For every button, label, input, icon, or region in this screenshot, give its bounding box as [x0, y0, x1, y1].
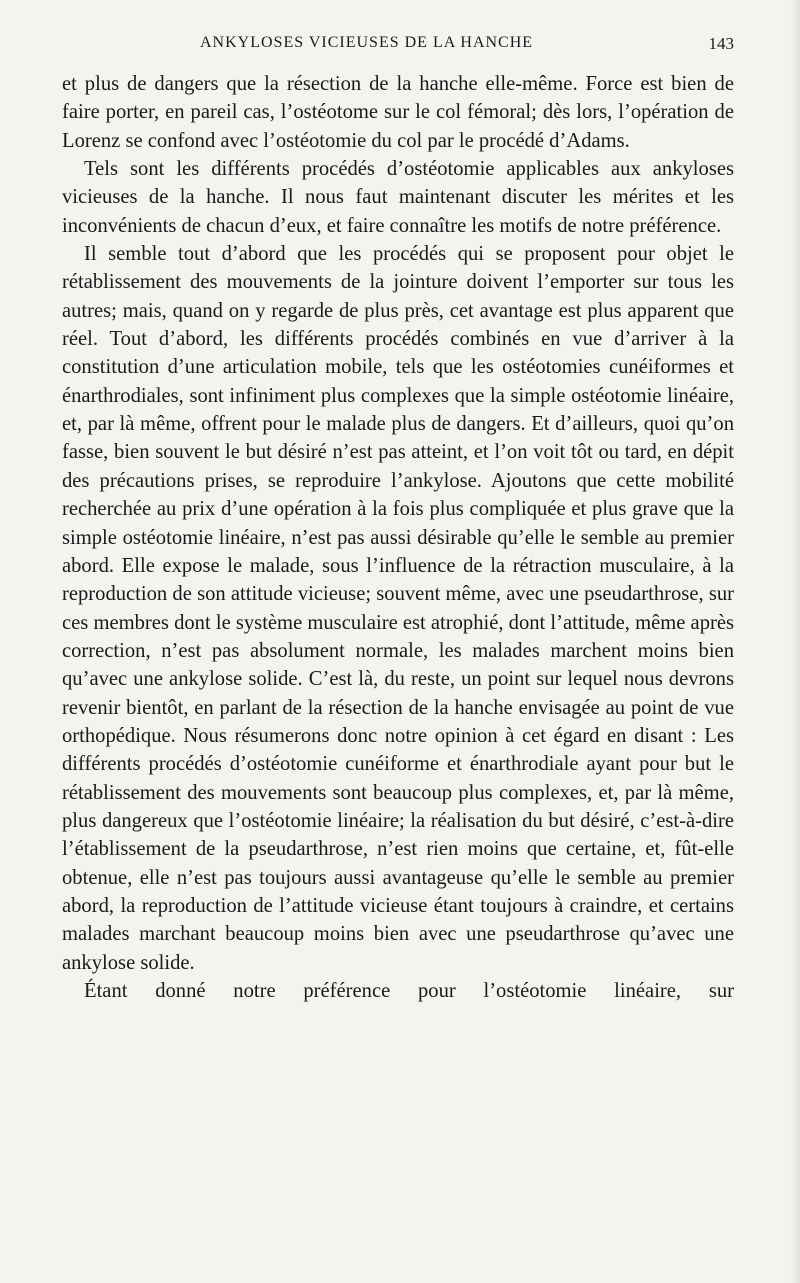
page-header	[62, 34, 734, 56]
paragraph-2: Tels sont les différents procédés d’ostéotomie applicables aux ankyloses vicieuses de la hanche. Il nous faut maintenant discuter les mérites et les inconvénients de chacun d’eux, et faire connaître les motifs de notre préférence.	[62, 158, 734, 237]
paragraph-3: Il semble tout d’abord que les procédés qui se proposent pour objet le rétablissement des mouvements de la jointure doivent l’emporter sur tous les autres; mais, quand on y regarde de plus près, cet avantage est plus apparent que réel. Tout d’abord, les différents procédés combinés en vue d’arriver à la constitution d’une articulation mobile, tels que les ostéotomies cunéiformes et énarthrodiales, sont infiniment plus complexes que la simple ostéotomie linéaire, et, par là même, offrent pour le malade plus de dangers. Et d’ailleurs, quoi qu’on fasse, bien souvent le but désiré n’est pas atteint, et l’on voit tôt ou tard, en dépit des précautions prises, se reproduire l’ankylose. Ajoutons que cette mobilité recherchée au prix d’une opération à la fois plus compliquée et plus grave que la simple ostéotomie linéaire, n’est pas aussi désirable qu’elle le semble au premier abord. Elle expose le malade, sous l’influence de la rétraction musculaire, à la reproduction de son attitude vicieuse; souvent même, avec une pseudarthrose, sur ces membres dont le système musculaire est atrophié, dont l’attitude, même après correction, n’est pas absolument normale, les malades marchent moins bien qu’avec une ankylose solide. C’est là, du reste, un point sur lequel nous devrons revenir bientôt, en parlant de la résection de la hanche envisagée au point de vue orthopédique. Nous résumerons donc notre opinion à cet égard en disant : Les différents procédés d’ostéotomie cunéiforme et énarthrodiale ayant pour but le rétablissement des mouvements sont beaucoup plus complexes, et, par là même, plus dangereux que l’ostéotomie linéaire; la réalisation du but désiré, c’est-à-dire l’établissement de la pseudarthrose, n’est rien moins que certaine, et, fût-elle obtenue, elle n’est pas toujours aussi avantageuse qu’elle le semble au premier abord, la reproduction de l’attitude vicieuse étant toujours à craindre, et certains malades marchant beaucoup moins bien avec une pseudarthrose qu’avec une ankylose solide.	[62, 243, 734, 974]
running-head: ANKYLOSES VICIEUSES DE LA HANCHE	[200, 34, 534, 51]
paragraph-4: Étant donné notre préférence pour l’ostéotomie linéaire, sur	[84, 980, 734, 1002]
body-text	[62, 70, 734, 1005]
page-number: 143	[708, 34, 734, 53]
paragraph-1: et plus de dangers que la résection de la hanche elle-même. Force est bien de faire porter, en pareil cas, l’ostéotome sur le col fémoral; dès lors, l’opération de Lorenz se confond avec l’ostéotomie du col par le procédé d’Adams.	[62, 73, 734, 152]
page-edge-shadow	[790, 0, 800, 1283]
